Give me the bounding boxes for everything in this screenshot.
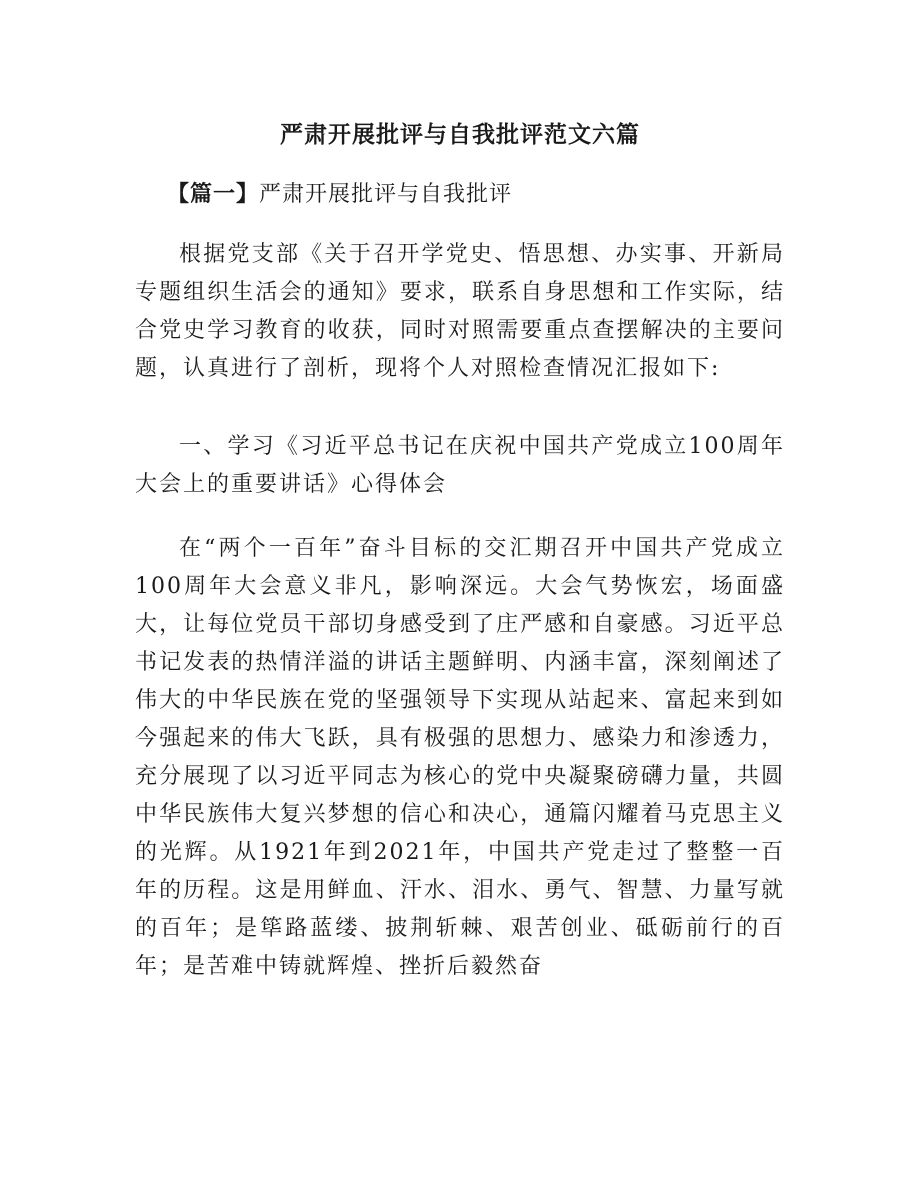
section-heading — [167, 177, 512, 208]
section-heading-text: 严肃开展批评与自我批评 — [259, 182, 513, 207]
paragraph-body: 在“两个一百年”奋斗目标的交汇期召开中国共产党成立100周年大会意义非凡，影响深远。大会气势恢宏，场面盛大，让每位党员干部切身感受到了庄严感和自豪感。习近平总书记发表的热情洋溢的讲话主题鲜明、内涵丰富，深刻阐述了伟大的中华民族在党的坚强领导下实现从站起来、富起来到如今强起来的伟大飞跃，具有极强的思想力、感染力和渗透力，充分展现了以习近平同志为核心的党中央凝聚磅礴力量，共圆中华民族伟大复兴梦想的信心和决心，通篇闪耀着马克思主义的光辉。从1921年到2021年，中国共产党走过了整整一百年的历程。这是用鲜血、汗水、泪水、勇气、智慧、力量写就的百年；是筚路蓝缕、披荆斩棘、艰苦创业、砥砺前行的百年；是苦难中铸就辉煌、挫折后毅然奋 — [135, 536, 785, 979]
paragraph-subheading: 一、学习《习近平总书记在庆祝中国共产党成立100周年大会上的重要讲话》心得体会 — [135, 434, 785, 497]
document-title: 严肃开展批评与自我批评范文六篇 — [280, 122, 640, 148]
paragraph-intro: 根据党支部《关于召开学党史、悟思想、办实事、开新局专题组织生活会的通知》要求，联系自身思想和工作实际，结合党史学习教育的收获，同时对照需要重点查摆解决的主要问题，认真进行了剖析，现将个人对照检查情况汇报如下: — [135, 242, 785, 381]
section-heading-label: 【篇一】 — [167, 181, 260, 207]
